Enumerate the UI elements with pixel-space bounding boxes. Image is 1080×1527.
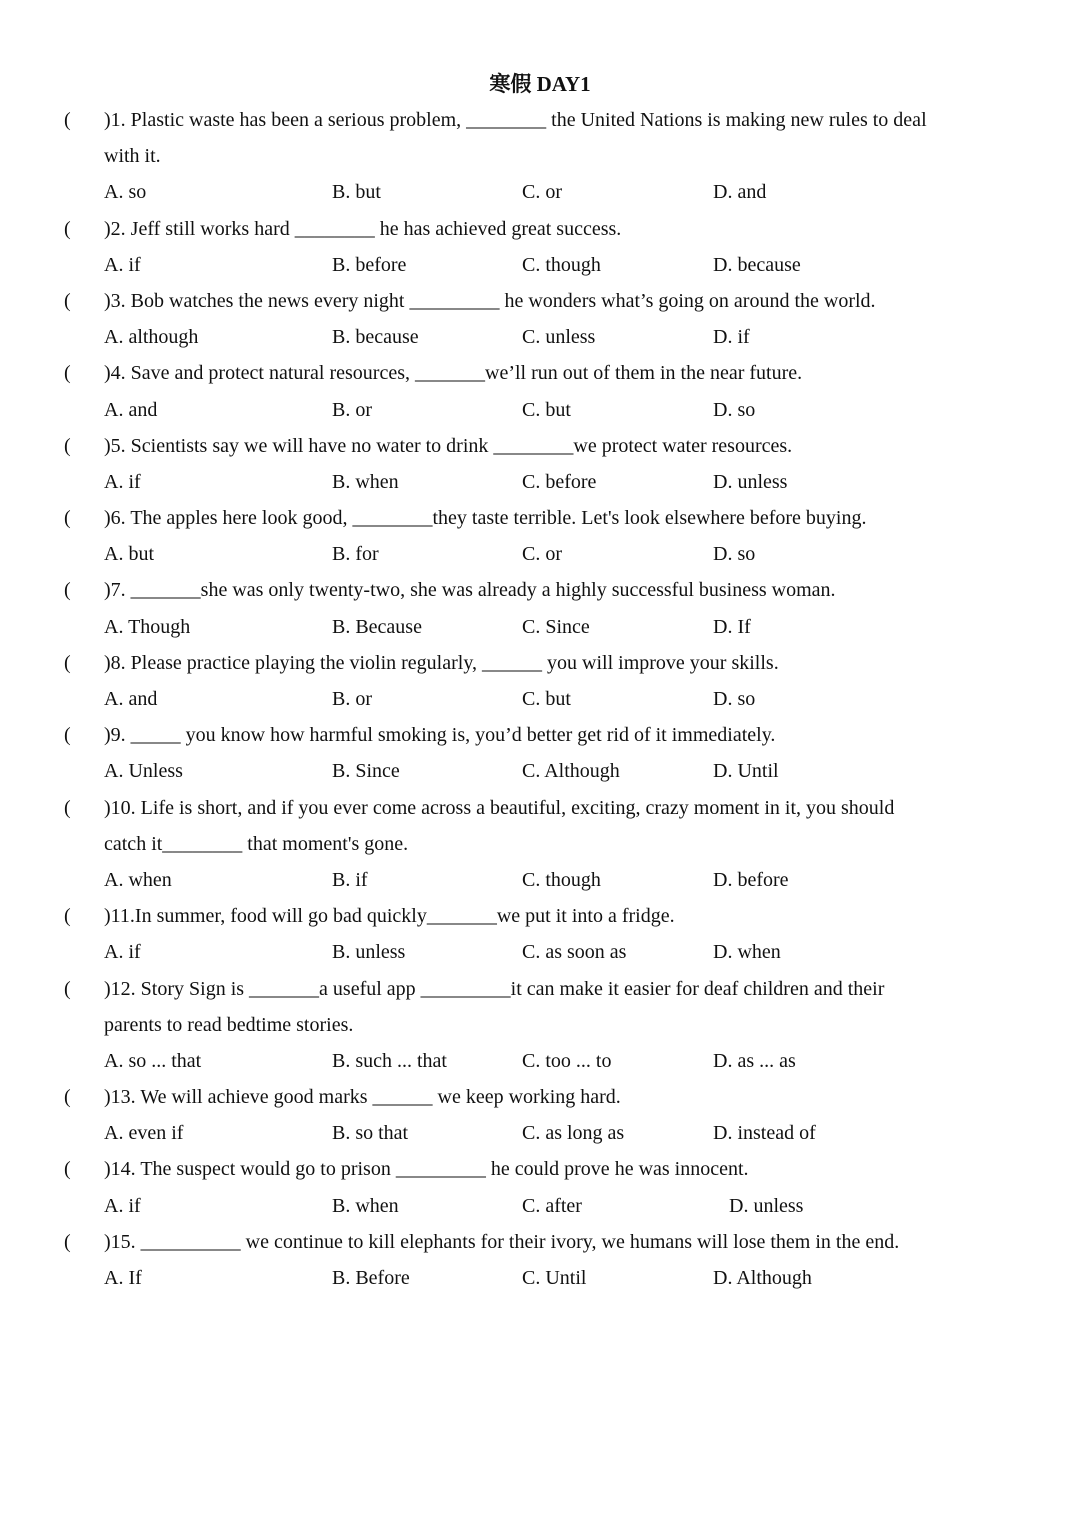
- question-text: [104, 428, 792, 464]
- option-c[interactable]: C. before: [522, 470, 597, 493]
- answer-paren[interactable]: (: [64, 651, 71, 674]
- question-number: )3.: [104, 289, 126, 312]
- question-stem: Jeff still works hard ________ he has achieved great success.: [130, 217, 622, 240]
- question-13: [0, 1079, 1080, 1151]
- option-a[interactable]: A. even if: [104, 1122, 184, 1145]
- option-a[interactable]: A. if: [104, 253, 141, 276]
- option-b[interactable]: B. for: [332, 543, 379, 566]
- question-stem: Plastic waste has been a serious problem, ________ the United Nations is making new rules to deal: [130, 109, 927, 131]
- question-number: )7.: [104, 579, 126, 602]
- options-row: [0, 1115, 1080, 1151]
- question-11: [0, 898, 1080, 970]
- question-stem: The suspect would go to prison _________ he could prove he was innocent.: [140, 1158, 749, 1181]
- question-15: [0, 1224, 1080, 1296]
- option-b[interactable]: B. because: [332, 326, 419, 349]
- question-number: )2.: [104, 217, 126, 240]
- option-b[interactable]: B. but: [332, 181, 381, 204]
- option-d[interactable]: D. when: [713, 941, 781, 964]
- question-stem: The apples here look good, ________they taste terrible. Let's look elsewhere before buying.: [130, 507, 867, 530]
- question-stem: Story Sign is _______a useful app _________it can make it easier for deaf children and their: [140, 977, 885, 1000]
- question-stem: In summer, food will go bad quickly_______we put it into a fridge.: [134, 905, 675, 928]
- option-c[interactable]: C. too ... to: [522, 1049, 612, 1072]
- answer-paren[interactable]: (: [64, 434, 71, 457]
- option-b[interactable]: B. or: [332, 398, 372, 421]
- question-stem: Bob watches the news every night _________ he wonders what’s going on around the world.: [130, 289, 876, 312]
- option-c[interactable]: C. Although: [522, 760, 620, 783]
- options-row: [0, 536, 1080, 572]
- option-a[interactable]: A. although: [104, 326, 199, 349]
- option-c[interactable]: C. though: [522, 868, 601, 891]
- option-d[interactable]: D. unless: [729, 1194, 804, 1217]
- options-row: [0, 1043, 1080, 1079]
- options-row: [0, 464, 1080, 500]
- option-b[interactable]: B. so that: [332, 1122, 409, 1145]
- option-b[interactable]: B. if: [332, 868, 368, 891]
- question-text: [104, 102, 927, 138]
- question-8: [0, 645, 1080, 717]
- option-c[interactable]: C. unless: [522, 326, 596, 349]
- question-number: )5.: [104, 434, 126, 457]
- question-stem-continued: with it.: [104, 145, 161, 168]
- options-row: [0, 392, 1080, 428]
- answer-paren[interactable]: (: [64, 905, 71, 928]
- option-a[interactable]: A. if: [104, 941, 141, 964]
- question-stem: _______she was only twenty-two, she was already a highly successful business woman.: [130, 579, 836, 602]
- question-text: [104, 1224, 899, 1260]
- option-a[interactable]: A. but: [104, 543, 154, 566]
- option-c[interactable]: C. but: [522, 688, 571, 710]
- option-d[interactable]: D. so: [713, 398, 756, 421]
- options-row: [0, 753, 1080, 789]
- question-number: )12.: [104, 977, 136, 1000]
- answer-paren[interactable]: (: [64, 1158, 71, 1181]
- answer-paren[interactable]: (: [64, 977, 71, 1000]
- question-number: )9.: [104, 724, 126, 747]
- question-6: [0, 500, 1080, 572]
- options-row: [0, 319, 1080, 355]
- option-c[interactable]: C. Until: [522, 1267, 587, 1289]
- question-text: [104, 1151, 749, 1187]
- question-12: [0, 971, 1080, 1080]
- option-c[interactable]: C. but: [522, 398, 571, 421]
- option-b[interactable]: B. Before: [332, 1267, 410, 1289]
- question-stem-continued: catch it________ that moment's gone.: [104, 832, 409, 855]
- question-number: )15.: [104, 1230, 136, 1253]
- option-a[interactable]: A. and: [104, 688, 158, 710]
- option-b[interactable]: B. Since: [332, 760, 400, 783]
- question-text: [104, 283, 876, 319]
- question-4: [0, 355, 1080, 427]
- option-b[interactable]: B. or: [332, 688, 372, 710]
- option-d[interactable]: D. unless: [713, 470, 788, 493]
- question-text: [104, 500, 866, 536]
- option-d[interactable]: D. Although: [713, 1267, 812, 1289]
- options-row: [0, 247, 1080, 283]
- option-d[interactable]: D. so: [713, 543, 756, 566]
- question-5: [0, 428, 1080, 500]
- option-b[interactable]: B. when: [332, 470, 399, 493]
- question-3: [0, 283, 1080, 355]
- question-number: )8.: [104, 651, 126, 674]
- option-a[interactable]: A. so ... that: [104, 1049, 202, 1072]
- option-b[interactable]: B. unless: [332, 941, 406, 964]
- option-b[interactable]: B. Because: [332, 615, 422, 638]
- question-list: [0, 102, 1080, 1296]
- options-row: [0, 1188, 1080, 1224]
- question-text: [104, 645, 779, 681]
- question-stem: Scientists say we will have no water to drink ________we protect water resources.: [130, 434, 793, 457]
- question-9: [0, 717, 1080, 789]
- option-c[interactable]: C. though: [522, 253, 601, 276]
- question-text: [104, 790, 894, 826]
- option-b[interactable]: B. when: [332, 1194, 399, 1217]
- option-a[interactable]: A. if: [104, 1194, 141, 1217]
- option-d[interactable]: D. if: [713, 326, 750, 349]
- question-number: )1.: [104, 109, 126, 131]
- option-a[interactable]: A. when: [104, 868, 172, 891]
- question-number: )10.: [104, 796, 136, 819]
- answer-paren[interactable]: (: [64, 289, 71, 312]
- answer-paren[interactable]: (: [64, 109, 71, 131]
- answer-paren[interactable]: (: [64, 1086, 71, 1109]
- question-number: )13.: [104, 1086, 136, 1109]
- option-c[interactable]: C. after: [522, 1194, 582, 1217]
- option-a[interactable]: A. Though: [104, 615, 191, 638]
- option-a[interactable]: A. If: [104, 1267, 142, 1289]
- answer-paren[interactable]: (: [64, 507, 71, 530]
- options-row: [0, 609, 1080, 645]
- question-stem: _____ you know how harmful smoking is, you’d better get rid of it immediately.: [130, 724, 776, 747]
- option-d[interactable]: D. because: [713, 253, 801, 276]
- question-number: )14.: [104, 1158, 136, 1181]
- question-text: [104, 971, 884, 1007]
- question-text: [104, 211, 621, 247]
- question-2: [0, 211, 1080, 283]
- option-d[interactable]: D. before: [713, 868, 789, 891]
- question-number: )11.: [104, 905, 135, 928]
- question-7: [0, 572, 1080, 644]
- question-10: [0, 790, 1080, 899]
- option-a[interactable]: A. if: [104, 470, 141, 493]
- option-b[interactable]: B. before: [332, 253, 407, 276]
- options-row: [0, 862, 1080, 898]
- question-1: [0, 102, 1080, 211]
- option-d[interactable]: D. instead of: [713, 1122, 816, 1145]
- answer-paren[interactable]: (: [64, 362, 71, 385]
- question-number: )6.: [104, 507, 126, 530]
- question-text: [104, 572, 836, 608]
- option-a[interactable]: A. and: [104, 398, 158, 421]
- option-d[interactable]: D. and: [713, 181, 767, 204]
- question-stem: We will achieve good marks ______ we keep working hard.: [140, 1086, 621, 1109]
- question-stem: Life is short, and if you ever come across a beautiful, exciting, crazy moment in it, you should: [140, 796, 895, 819]
- options-row: [0, 174, 1080, 210]
- options-row: [0, 1260, 1080, 1296]
- option-c[interactable]: C. as long as: [522, 1122, 625, 1145]
- question-stem-continued: parents to read bedtime stories.: [104, 1013, 354, 1036]
- question-text: [104, 1079, 621, 1115]
- option-c[interactable]: C. or: [522, 181, 562, 204]
- question-14: [0, 1151, 1080, 1223]
- option-a[interactable]: A. so: [104, 181, 147, 204]
- answer-paren[interactable]: (: [64, 796, 71, 819]
- option-d[interactable]: D. so: [713, 688, 756, 710]
- question-number: )4.: [104, 362, 126, 385]
- option-c[interactable]: C. Since: [522, 615, 590, 638]
- option-d[interactable]: D. If: [713, 615, 751, 638]
- option-c[interactable]: C. as soon as: [522, 941, 627, 964]
- option-d[interactable]: D. as ... as: [713, 1049, 796, 1072]
- question-text: [104, 898, 675, 934]
- question-stem: Please practice playing the violin regularly, ______ you will improve your skills.: [130, 651, 779, 674]
- option-d[interactable]: D. Until: [713, 760, 779, 783]
- question-stem: Save and protect natural resources, _______we’ll run out of them in the near future.: [130, 362, 803, 385]
- option-a[interactable]: A. Unless: [104, 760, 183, 783]
- question-stem: __________ we continue to kill elephants for their ivory, we humans will lose them in the end.: [140, 1230, 900, 1253]
- options-row: [0, 681, 1080, 717]
- page-title: 寒假 DAY1: [489, 72, 591, 96]
- answer-paren[interactable]: (: [64, 217, 71, 240]
- answer-paren[interactable]: (: [64, 1230, 71, 1253]
- answer-paren[interactable]: (: [64, 724, 71, 747]
- question-text: [104, 355, 802, 391]
- question-text: [104, 717, 775, 753]
- option-b[interactable]: B. such ... that: [332, 1049, 447, 1072]
- option-c[interactable]: C. or: [522, 543, 562, 566]
- options-row: [0, 934, 1080, 970]
- answer-paren[interactable]: (: [64, 579, 71, 602]
